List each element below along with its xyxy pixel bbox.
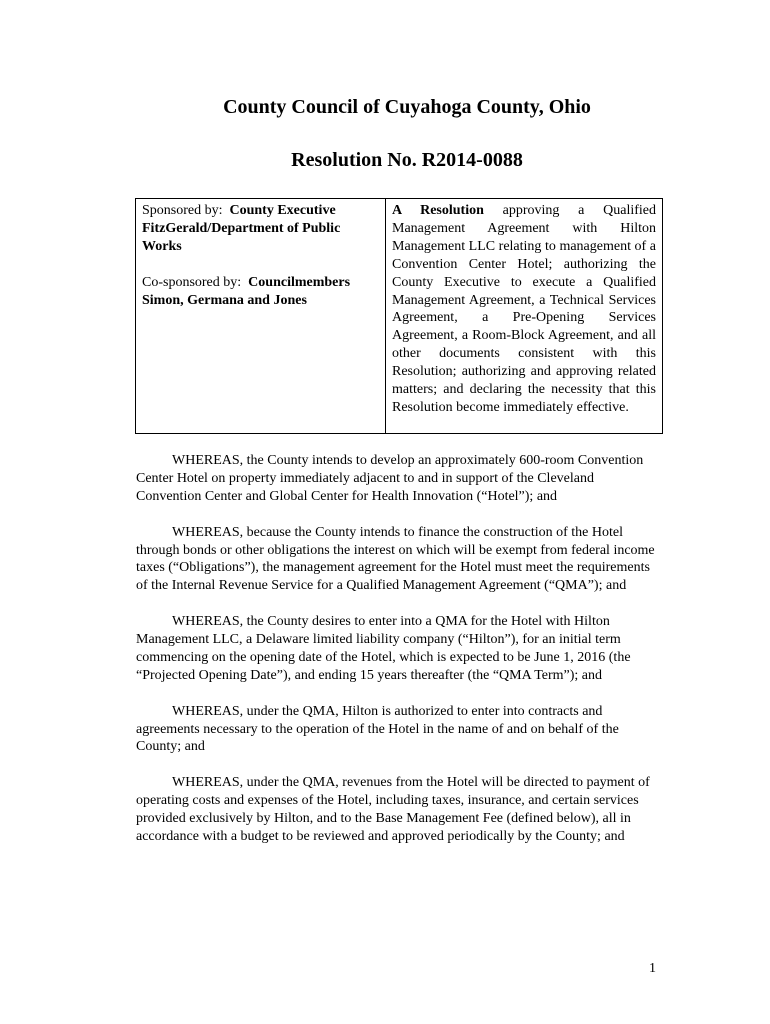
spacer (142, 256, 379, 274)
summary-lead: A Resolution (392, 203, 484, 218)
resolution-number: Resolution No. R2014-0088 (291, 149, 523, 171)
whereas-paragraph: WHEREAS, under the QMA, Hilton is authorized to enter into contracts and agreements necessary to the operation of the Hotel in the name of and on behalf of the County; and (136, 703, 619, 755)
whereas-paragraph: WHEREAS, the County desires to enter into a QMA for the Hotel with Hilton Management LLC, a Delaware limited liability company (“Hilton”), for an initial term commencing on the opening date of the Hotel, which is expected to be June 1, 2016 (the “Projected Opening Date”), and ending 15 years thereafter (the “QMA Term”); and (136, 614, 631, 683)
whereas-paragraph: WHEREAS, because the County intends to finance the construction of the Hotel through bonds or other obligations the interest on which will be exempt from federal income taxes (“Obligations”), the management agreement for the Hotel must meet the requirements of the Internal Revenue Service for a Qualified Management Agreement (“QMA”); and (136, 524, 655, 594)
sponsor-name-3: Works (142, 239, 182, 254)
summary-text: approving a Qualified Management Agreement with Hilton Management LLC relating to management of a Convention Center Hotel; authorizing the County Executive to execute a Qualified Management Agreement, a Technical Services Agreement, a Pre-Opening Services Agreement, a Room-Block Agreement, and all other documents consistent with this Resolution; authorizing and approving related matters; and declaring the necessity that this Resolution become immediately effective. (392, 203, 657, 415)
summary-paragraph (392, 202, 656, 417)
sponsor-summary-table (135, 198, 663, 434)
sponsor-name-2: FitzGerald/Department of Public (142, 221, 341, 236)
cosponsor-label: Co-sponsored by: (142, 275, 242, 290)
sponsor-line-1 (142, 202, 379, 220)
cosponsor-name-1: Councilmembers (248, 275, 351, 290)
document-title: County Council of Cuyahoga County, Ohio (223, 96, 591, 118)
page-number: 1 (649, 961, 656, 976)
sponsor-label: Sponsored by: (142, 203, 223, 218)
whereas-paragraph: WHEREAS, under the QMA, revenues from the Hotel will be directed to payment of operating costs and expenses of the Hotel, including taxes, insurance, and certain services provided exclusively by Hilton, and to the Base Management Fee (defined below), all in accordance with a budget to be reviewed and approved periodically by the County; and (136, 775, 650, 844)
cosponsor-name-2: Simon, Germana and Jones (142, 293, 307, 308)
summary-cell (386, 199, 662, 433)
whereas-clauses (136, 452, 660, 864)
cosponsor-line-1 (142, 274, 379, 292)
whereas-paragraph: WHEREAS, the County intends to develop an approximately 600-room Convention Center Hotel on property immediately adjacent to and in support of the Cleveland Convention Center and Global Center for Health Innovation (“Hotel”); and (136, 453, 644, 504)
sponsor-name-1: County Executive (229, 203, 336, 218)
sponsor-cell (136, 199, 386, 433)
